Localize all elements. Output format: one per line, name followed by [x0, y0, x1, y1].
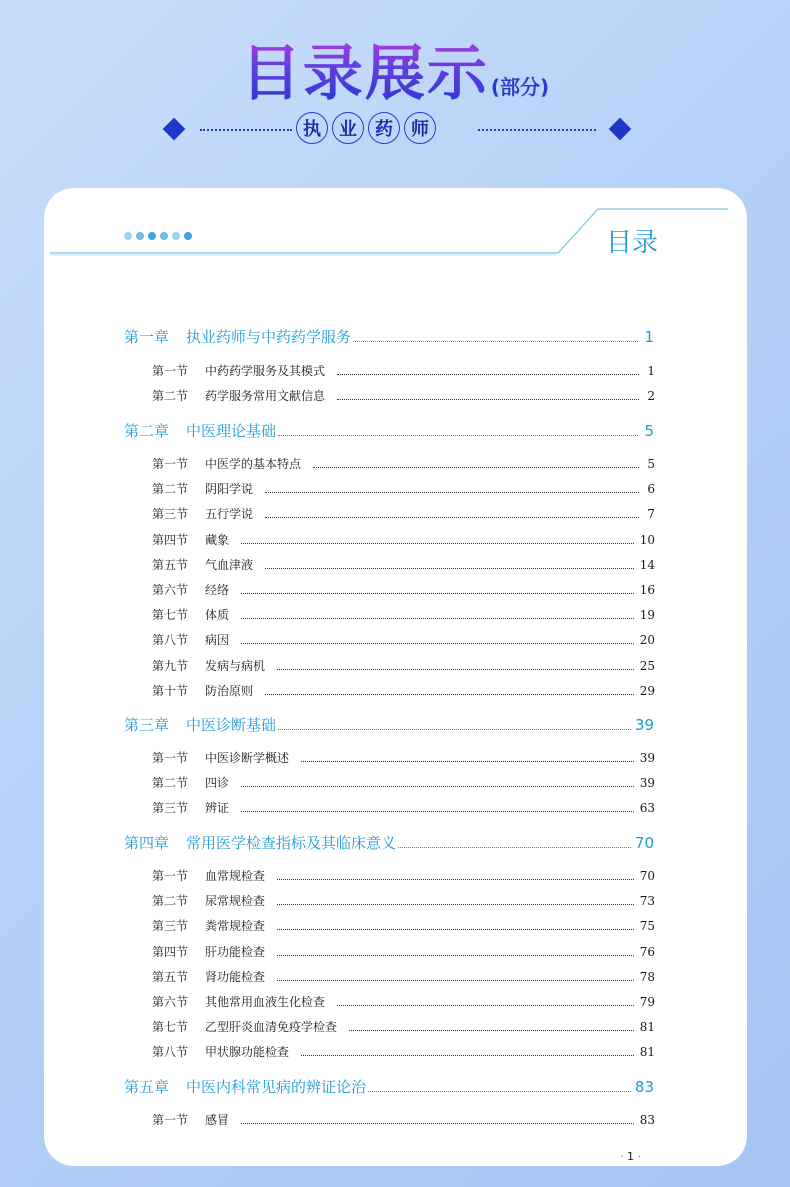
section-row[interactable] — [152, 682, 655, 699]
leader-dots — [241, 543, 634, 544]
section-label: 第三节 — [152, 919, 189, 934]
chapter-page: 39 — [634, 716, 654, 734]
section-row[interactable] — [152, 581, 655, 598]
section-title: 五行学说 — [205, 507, 254, 522]
section-row[interactable] — [152, 556, 655, 573]
section-label: 第七节 — [152, 1020, 189, 1035]
section-title: 中医学的基本特点 — [205, 457, 302, 471]
section-row[interactable] — [152, 749, 655, 766]
section-label: 第一节 — [152, 869, 189, 883]
decorative-dots — [124, 232, 192, 240]
leader-dots — [349, 1030, 634, 1031]
chapter-row[interactable] — [124, 1076, 654, 1097]
leader-dots — [265, 694, 634, 695]
section-title: 其他常用血液生化检查 — [205, 995, 326, 1009]
section-row[interactable] — [152, 1018, 655, 1035]
subtitle-char: 师 — [404, 112, 436, 144]
section-page: 6 — [647, 482, 655, 497]
leader-dots — [368, 1091, 631, 1092]
leader-dots — [277, 955, 634, 956]
section-title: 肝功能检查 — [205, 944, 266, 959]
section-title: 感冒 — [205, 1113, 230, 1127]
leader-dots — [277, 929, 634, 930]
dot-icon — [124, 232, 132, 240]
section-title: 体质 — [205, 608, 230, 623]
section-page: 79 — [639, 995, 655, 1009]
section-label: 第二节 — [152, 776, 189, 791]
section-label: 第七节 — [152, 608, 189, 623]
section-page: 10 — [639, 532, 655, 547]
chapter-page: 70 — [634, 834, 654, 852]
section-row[interactable] — [152, 505, 655, 522]
section-row[interactable] — [152, 1043, 655, 1060]
section-page: 7 — [647, 507, 655, 522]
leader-dots — [265, 517, 639, 518]
section-title: 肾功能检查 — [205, 969, 266, 984]
leader-dots — [241, 786, 634, 787]
section-title: 甲状腺功能检查 — [205, 1045, 290, 1060]
section-row[interactable] — [152, 943, 655, 960]
leader-dots — [241, 593, 634, 594]
leader-dots — [277, 904, 634, 905]
chapter-label: 第四章 — [124, 834, 170, 852]
chapter-row[interactable] — [124, 326, 654, 347]
chapter-title: 中医理论基础 — [186, 422, 277, 440]
section-label: 第一节 — [152, 457, 189, 471]
toc-header-line — [0, 0, 790, 300]
leader-dots — [265, 492, 639, 493]
section-label: 第二节 — [152, 389, 189, 404]
section-page: 14 — [639, 557, 655, 572]
page-number-value: 1 — [627, 1150, 634, 1163]
section-label: 第八节 — [152, 633, 189, 648]
section-title: 尿常规检查 — [205, 894, 266, 909]
chapter-title: 中医内科常见病的辨证论治 — [186, 1078, 367, 1096]
section-page: 39 — [639, 751, 655, 765]
leader-dots — [277, 980, 634, 981]
chapter-label: 第一章 — [124, 328, 170, 346]
section-title: 病因 — [205, 633, 230, 648]
section-page: 73 — [639, 894, 655, 909]
section-title: 经络 — [205, 583, 230, 597]
section-page: 81 — [639, 1020, 655, 1035]
section-title: 乙型肝炎血清免疫学检查 — [205, 1020, 338, 1035]
dot-icon — [160, 232, 168, 240]
subtitle-char: 药 — [368, 112, 400, 144]
section-title: 中药药学服务及其模式 — [205, 364, 326, 378]
title-main: 目录展示 — [240, 39, 489, 109]
section-row[interactable] — [152, 774, 655, 791]
section-label: 第八节 — [152, 1045, 189, 1060]
section-row[interactable] — [152, 993, 655, 1010]
section-page: 29 — [639, 683, 655, 698]
section-title: 气血津液 — [205, 557, 254, 572]
section-label: 第五节 — [152, 557, 189, 572]
leader-dots — [301, 1055, 634, 1056]
section-row[interactable] — [152, 531, 655, 548]
chapter-label: 第三章 — [124, 716, 170, 734]
section-label: 第十节 — [152, 683, 189, 698]
section-row[interactable] — [152, 799, 655, 816]
page-number: · 1 · — [620, 1150, 641, 1163]
section-page: 39 — [639, 776, 655, 791]
leader-dots — [278, 435, 638, 436]
section-page: 81 — [639, 1045, 655, 1060]
section-label: 第二节 — [152, 894, 189, 909]
section-label: 第一节 — [152, 1113, 189, 1127]
leader-dots — [241, 811, 634, 812]
section-title: 藏象 — [205, 532, 230, 547]
section-label: 第四节 — [152, 532, 189, 547]
section-label: 第一节 — [152, 751, 189, 765]
section-title: 四诊 — [205, 776, 230, 791]
chapter-row[interactable] — [124, 420, 654, 441]
section-row[interactable] — [152, 606, 655, 623]
section-title: 粪常规检查 — [205, 919, 266, 934]
dot-icon — [148, 232, 156, 240]
section-row[interactable] — [152, 968, 655, 985]
section-row[interactable] — [152, 867, 655, 884]
section-row[interactable] — [152, 917, 655, 934]
leader-dots — [277, 879, 634, 880]
chapter-page: 1 — [644, 328, 654, 346]
dot-icon — [184, 232, 192, 240]
section-title: 辨证 — [205, 801, 230, 816]
subtitle-char: 执 — [296, 112, 328, 144]
section-page: 76 — [639, 944, 655, 959]
section-label: 第四节 — [152, 944, 189, 959]
section-label: 第三节 — [152, 801, 189, 816]
leader-dots — [337, 399, 639, 400]
leader-dots — [241, 1123, 634, 1124]
section-page: 78 — [639, 969, 655, 984]
section-page: 5 — [647, 457, 655, 471]
chapter-title: 执业药师与中药药学服务 — [186, 328, 352, 346]
section-title: 防治原则 — [205, 683, 254, 698]
section-row[interactable] — [152, 480, 655, 497]
leader-dots — [265, 568, 634, 569]
section-label: 第六节 — [152, 583, 189, 597]
chapter-row[interactable] — [124, 832, 654, 853]
dot-icon — [172, 232, 180, 240]
section-row[interactable] — [152, 455, 655, 472]
section-page: 83 — [639, 1113, 655, 1127]
section-title: 药学服务常用文献信息 — [205, 389, 326, 404]
subtitle-char: 业 — [332, 112, 364, 144]
section-page: 70 — [639, 869, 655, 883]
section-row[interactable] — [152, 892, 655, 909]
chapter-title: 常用医学检查指标及其临床意义 — [186, 834, 397, 852]
leader-dots — [398, 847, 631, 848]
section-label: 第一节 — [152, 364, 189, 378]
section-row[interactable] — [152, 1111, 655, 1128]
section-page: 16 — [639, 583, 655, 597]
dot-icon — [136, 232, 144, 240]
chapter-label: 第二章 — [124, 422, 170, 440]
toc-heading: 目录 — [606, 228, 659, 258]
section-page: 2 — [647, 389, 655, 404]
leader-dots — [277, 669, 634, 670]
section-page: 75 — [639, 919, 655, 934]
section-row[interactable] — [152, 657, 655, 674]
section-label: 第二节 — [152, 482, 189, 497]
title-suffix: (部分) — [490, 75, 550, 99]
chapter-label: 第五章 — [124, 1078, 170, 1096]
section-title: 血常规检查 — [205, 869, 266, 883]
chapter-page: 83 — [634, 1078, 654, 1096]
chapter-row[interactable] — [124, 714, 654, 735]
chapter-page: 5 — [644, 422, 654, 440]
section-page: 20 — [639, 633, 655, 648]
leader-dots — [241, 618, 634, 619]
section-title: 发病与病机 — [205, 658, 266, 673]
section-page: 25 — [639, 658, 655, 673]
leader-dots — [353, 341, 638, 342]
section-page: 19 — [639, 608, 655, 623]
chapter-title: 中医诊断基础 — [186, 716, 277, 734]
section-title: 阴阳学说 — [205, 482, 254, 497]
section-title: 中医诊断学概述 — [205, 751, 290, 765]
section-row[interactable] — [152, 631, 655, 648]
section-label: 第九节 — [152, 658, 189, 673]
leader-dots — [337, 374, 639, 375]
section-label: 第三节 — [152, 507, 189, 522]
section-label: 第六节 — [152, 995, 189, 1009]
section-label: 第五节 — [152, 969, 189, 984]
section-row[interactable] — [152, 362, 655, 379]
leader-dots — [241, 643, 634, 644]
section-row[interactable] — [152, 387, 655, 404]
leader-dots — [301, 761, 634, 762]
leader-dots — [337, 1005, 634, 1006]
leader-dots — [278, 729, 631, 730]
section-page: 1 — [647, 364, 655, 378]
section-page: 63 — [639, 801, 655, 816]
leader-dots — [313, 467, 639, 468]
